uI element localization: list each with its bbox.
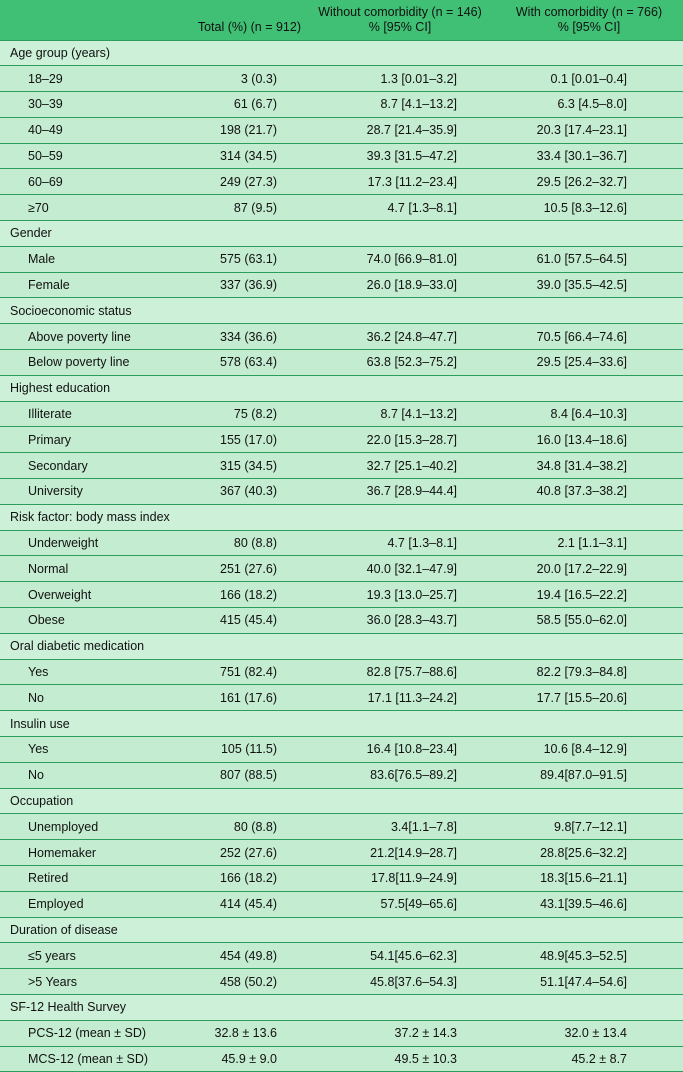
cell-total: 337 (36.9) — [170, 272, 305, 298]
table-row — [0, 891, 683, 917]
cell-with-comorbidity: 20.0 [17.2–22.9] — [495, 556, 683, 582]
row-label: ≤5 years — [0, 943, 170, 969]
header-with: With comorbidity (n = 766) % [95% CI] — [515, 4, 663, 34]
cell-without-comorbidity: 36.0 [28.3–43.7] — [305, 608, 495, 634]
row-label: Female — [0, 272, 170, 298]
row-label: >5 Years — [0, 969, 170, 995]
cell-with-comorbidity: 40.8 [37.3–38.2] — [495, 479, 683, 505]
section-row — [0, 221, 683, 247]
cell-without-comorbidity: 39.3 [31.5–47.2] — [305, 143, 495, 169]
row-label: 50–59 — [0, 143, 170, 169]
table-row — [0, 762, 683, 788]
cell-total: 414 (45.4) — [170, 891, 305, 917]
table-row — [0, 814, 683, 840]
row-label: Obese — [0, 608, 170, 634]
table-row — [0, 324, 683, 350]
cell-without-comorbidity: 22.0 [15.3–28.7] — [305, 427, 495, 453]
cell-with-comorbidity: 33.4 [30.1–36.7] — [495, 143, 683, 169]
cell-without-comorbidity: 40.0 [32.1–47.9] — [305, 556, 495, 582]
cell-with-comorbidity: 48.9[45.3–52.5] — [495, 943, 683, 969]
cell-without-comorbidity: 36.2 [24.8–47.7] — [305, 324, 495, 350]
cell-with-comorbidity: 28.8[25.6–32.2] — [495, 840, 683, 866]
header-empty — [0, 0, 170, 40]
table-row — [0, 246, 683, 272]
table-row — [0, 737, 683, 763]
cell-total: 458 (50.2) — [170, 969, 305, 995]
cell-total: 3 (0.3) — [170, 66, 305, 92]
cell-total: 249 (27.3) — [170, 169, 305, 195]
cell-total: 252 (27.6) — [170, 840, 305, 866]
table-row — [0, 195, 683, 221]
table-row — [0, 840, 683, 866]
cell-with-comorbidity: 70.5 [66.4–74.6] — [495, 324, 683, 350]
cell-total: 45.9 ± 9.0 — [170, 1046, 305, 1072]
cell-with-comorbidity: 89.4[87.0–91.5] — [495, 762, 683, 788]
row-label: Employed — [0, 891, 170, 917]
cell-total: 105 (11.5) — [170, 737, 305, 763]
cell-total: 578 (63.4) — [170, 350, 305, 376]
cell-with-comorbidity: 9.8[7.7–12.1] — [495, 814, 683, 840]
cell-with-comorbidity: 10.6 [8.4–12.9] — [495, 737, 683, 763]
cell-total: 367 (40.3) — [170, 479, 305, 505]
row-label: Secondary — [0, 453, 170, 479]
section-title: Oral diabetic medication — [0, 633, 683, 659]
cell-with-comorbidity: 20.3 [17.4–23.1] — [495, 117, 683, 143]
table-row — [0, 582, 683, 608]
cell-total: 87 (9.5) — [170, 195, 305, 221]
cell-total: 61 (6.7) — [170, 92, 305, 118]
row-label: 18–29 — [0, 66, 170, 92]
row-label: MCS-12 (mean ± SD) — [0, 1046, 170, 1072]
section-title: SF-12 Health Survey — [0, 994, 683, 1020]
cell-without-comorbidity: 26.0 [18.9–33.0] — [305, 272, 495, 298]
cell-without-comorbidity: 8.7 [4.1–13.2] — [305, 92, 495, 118]
row-label: Male — [0, 246, 170, 272]
table-row — [0, 608, 683, 634]
cell-without-comorbidity: 21.2[14.9–28.7] — [305, 840, 495, 866]
cell-without-comorbidity: 57.5[49–65.6] — [305, 891, 495, 917]
row-label: No — [0, 685, 170, 711]
table-row — [0, 1020, 683, 1046]
section-row — [0, 633, 683, 659]
table-row — [0, 427, 683, 453]
section-title: Duration of disease — [0, 917, 683, 943]
cell-without-comorbidity: 45.8[37.6–54.3] — [305, 969, 495, 995]
row-label: Underweight — [0, 530, 170, 556]
cell-with-comorbidity: 58.5 [55.0–62.0] — [495, 608, 683, 634]
table-row — [0, 556, 683, 582]
header-without: Without comorbidity (n = 146) % [95% CI] — [318, 4, 482, 34]
cell-with-comorbidity: 8.4 [6.4–10.3] — [495, 401, 683, 427]
section-row — [0, 298, 683, 324]
table-row — [0, 453, 683, 479]
cell-total: 198 (21.7) — [170, 117, 305, 143]
cell-total: 314 (34.5) — [170, 143, 305, 169]
table-row — [0, 350, 683, 376]
cell-total: 32.8 ± 13.6 — [170, 1020, 305, 1046]
cell-total: 751 (82.4) — [170, 659, 305, 685]
cell-without-comorbidity: 82.8 [75.7–88.6] — [305, 659, 495, 685]
cell-with-comorbidity: 82.2 [79.3–84.8] — [495, 659, 683, 685]
row-label: Normal — [0, 556, 170, 582]
row-label: Overweight — [0, 582, 170, 608]
section-title: Insulin use — [0, 711, 683, 737]
table-row — [0, 143, 683, 169]
row-label: No — [0, 762, 170, 788]
cell-with-comorbidity: 10.5 [8.3–12.6] — [495, 195, 683, 221]
cell-total: 75 (8.2) — [170, 401, 305, 427]
table-row — [0, 117, 683, 143]
section-title: Highest education — [0, 375, 683, 401]
cell-without-comorbidity: 32.7 [25.1–40.2] — [305, 453, 495, 479]
cell-with-comorbidity: 39.0 [35.5–42.5] — [495, 272, 683, 298]
cell-total: 155 (17.0) — [170, 427, 305, 453]
row-label: Homemaker — [0, 840, 170, 866]
section-row — [0, 504, 683, 530]
cell-total: 251 (27.6) — [170, 556, 305, 582]
table-body — [0, 40, 683, 1072]
cell-with-comorbidity: 51.1[47.4–54.6] — [495, 969, 683, 995]
table-row — [0, 401, 683, 427]
cell-with-comorbidity: 18.3[15.6–21.1] — [495, 866, 683, 892]
cell-total: 575 (63.1) — [170, 246, 305, 272]
row-label: 60–69 — [0, 169, 170, 195]
section-title: Socioeconomic status — [0, 298, 683, 324]
table-row — [0, 479, 683, 505]
cell-without-comorbidity: 4.7 [1.3–8.1] — [305, 195, 495, 221]
cell-with-comorbidity: 17.7 [15.5–20.6] — [495, 685, 683, 711]
row-label: Illiterate — [0, 401, 170, 427]
cell-without-comorbidity: 74.0 [66.9–81.0] — [305, 246, 495, 272]
cell-with-comorbidity: 16.0 [13.4–18.6] — [495, 427, 683, 453]
cell-with-comorbidity: 0.1 [0.01–0.4] — [495, 66, 683, 92]
section-row — [0, 917, 683, 943]
section-title: Gender — [0, 221, 683, 247]
cell-total: 161 (17.6) — [170, 685, 305, 711]
table-header-row — [0, 0, 683, 40]
table-row — [0, 66, 683, 92]
table-row — [0, 969, 683, 995]
cell-without-comorbidity: 8.7 [4.1–13.2] — [305, 401, 495, 427]
cell-total: 80 (8.8) — [170, 814, 305, 840]
cell-without-comorbidity: 49.5 ± 10.3 — [305, 1046, 495, 1072]
cell-total: 80 (8.8) — [170, 530, 305, 556]
section-title: Occupation — [0, 788, 683, 814]
row-label: Below poverty line — [0, 350, 170, 376]
row-label: Yes — [0, 737, 170, 763]
cell-with-comorbidity: 43.1[39.5–46.6] — [495, 891, 683, 917]
section-title: Risk factor: body mass index — [0, 504, 683, 530]
table-row — [0, 685, 683, 711]
cell-without-comorbidity: 63.8 [52.3–75.2] — [305, 350, 495, 376]
cell-total: 315 (34.5) — [170, 453, 305, 479]
section-title: Age group (years) — [0, 40, 683, 66]
row-label: PCS-12 (mean ± SD) — [0, 1020, 170, 1046]
row-label: Unemployed — [0, 814, 170, 840]
section-row — [0, 711, 683, 737]
cell-with-comorbidity: 61.0 [57.5–64.5] — [495, 246, 683, 272]
row-label: ≥70 — [0, 195, 170, 221]
row-label: University — [0, 479, 170, 505]
cell-without-comorbidity: 28.7 [21.4–35.9] — [305, 117, 495, 143]
cell-without-comorbidity: 1.3 [0.01–3.2] — [305, 66, 495, 92]
cell-without-comorbidity: 54.1[45.6–62.3] — [305, 943, 495, 969]
cell-total: 166 (18.2) — [170, 582, 305, 608]
row-label: Above poverty line — [0, 324, 170, 350]
row-label: Retired — [0, 866, 170, 892]
cell-without-comorbidity: 37.2 ± 14.3 — [305, 1020, 495, 1046]
row-label: Yes — [0, 659, 170, 685]
row-label: Primary — [0, 427, 170, 453]
cell-with-comorbidity: 6.3 [4.5–8.0] — [495, 92, 683, 118]
cell-total: 166 (18.2) — [170, 866, 305, 892]
cell-without-comorbidity: 4.7 [1.3–8.1] — [305, 530, 495, 556]
row-label: 40–49 — [0, 117, 170, 143]
cell-without-comorbidity: 36.7 [28.9–44.4] — [305, 479, 495, 505]
cell-with-comorbidity: 29.5 [25.4–33.6] — [495, 350, 683, 376]
header-total: Total (%) (n = 912) — [197, 19, 301, 34]
cell-total: 334 (36.6) — [170, 324, 305, 350]
cell-total: 454 (49.8) — [170, 943, 305, 969]
table-row — [0, 943, 683, 969]
section-row — [0, 375, 683, 401]
row-label: 30–39 — [0, 92, 170, 118]
cell-without-comorbidity: 83.6[76.5–89.2] — [305, 762, 495, 788]
cell-with-comorbidity: 34.8 [31.4–38.2] — [495, 453, 683, 479]
table-row — [0, 1046, 683, 1072]
cell-total: 415 (45.4) — [170, 608, 305, 634]
table-row — [0, 272, 683, 298]
section-row — [0, 994, 683, 1020]
cell-without-comorbidity: 17.3 [11.2–23.4] — [305, 169, 495, 195]
cell-total: 807 (88.5) — [170, 762, 305, 788]
cell-with-comorbidity: 29.5 [26.2–32.7] — [495, 169, 683, 195]
cell-with-comorbidity: 19.4 [16.5–22.2] — [495, 582, 683, 608]
section-row — [0, 40, 683, 66]
table-row — [0, 92, 683, 118]
cell-without-comorbidity: 17.8[11.9–24.9] — [305, 866, 495, 892]
section-row — [0, 788, 683, 814]
cell-with-comorbidity: 2.1 [1.1–3.1] — [495, 530, 683, 556]
table-row — [0, 866, 683, 892]
cell-without-comorbidity: 16.4 [10.8–23.4] — [305, 737, 495, 763]
cell-without-comorbidity: 17.1 [11.3–24.2] — [305, 685, 495, 711]
table-row — [0, 659, 683, 685]
table-row — [0, 530, 683, 556]
cell-without-comorbidity: 3.4[1.1–7.8] — [305, 814, 495, 840]
cell-with-comorbidity: 45.2 ± 8.7 — [495, 1046, 683, 1072]
cell-with-comorbidity: 32.0 ± 13.4 — [495, 1020, 683, 1046]
cell-without-comorbidity: 19.3 [13.0–25.7] — [305, 582, 495, 608]
table-row — [0, 169, 683, 195]
